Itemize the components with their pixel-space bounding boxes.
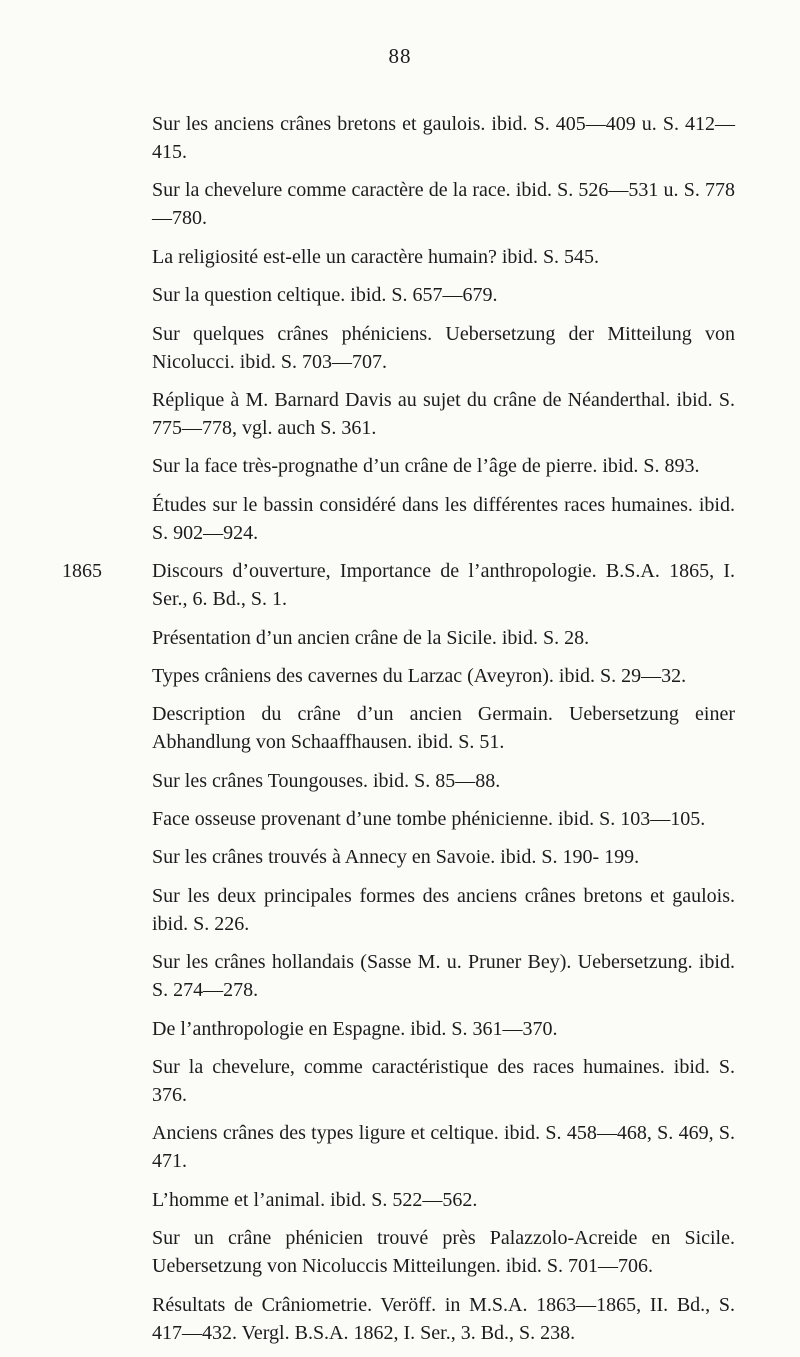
entry-text: Présentation d’un ancien crâne de la Sicile. ibid. S. 28. <box>152 626 590 649</box>
entry-text: L’homme et l’animal. ibid. S. 522—562. <box>152 1188 478 1211</box>
entry-text: Réplique à M. Barnard Davis au sujet du crâne de Néanderthal. ibid. S. 775—778, vgl. auch S. 361. <box>152 388 735 439</box>
entry-text: Face osseuse provenant d’une tombe phénicienne. ibid. S. 103—105. <box>152 808 706 831</box>
bibliography-entry <box>152 1186 735 1214</box>
bibliography-entry <box>152 700 735 756</box>
entry-text: Sur les crânes trouvés à Annecy en Savoie. ibid. S. 190- 199. <box>152 846 640 869</box>
bibliography-entry <box>152 243 735 271</box>
entry-text: Études sur le bassin considéré dans les différentes races humaines. ibid. S. 902—924. <box>152 493 735 544</box>
bibliography-entry <box>152 1291 735 1347</box>
bibliography-entry <box>152 662 735 690</box>
bibliography-entry <box>152 1053 735 1109</box>
bibliography-entry <box>152 110 735 166</box>
entry-text: De l’anthropologie en Espagne. ibid. S. 361—370. <box>152 1017 558 1040</box>
bibliography-list <box>0 110 800 1357</box>
bibliography-entry <box>152 767 735 795</box>
entry-text: Sur les anciens crânes bretons et gaulois. ibid. S. 405—409 u. S. 412—415. <box>152 113 735 163</box>
entry-text: Sur la face très-prognathe d’un crâne de l’âge de pierre. ibid. S. 893. <box>152 455 700 478</box>
bibliography-entry <box>152 491 735 547</box>
entry-text: Sur quelques crânes phéniciens. Uebersetzung der Mitteilung von Nicolucci. ibid. S. 703—707. <box>152 322 735 373</box>
bibliography-entry <box>152 452 735 480</box>
bibliography-entry <box>152 805 735 833</box>
entry-text: Résultats de Crâniometrie. Veröff. in M.S.A. 1863—1865, II. Bd., S. 417—432. Vergl. B.S.A. 1862, I. Ser., 3. Bd., S. 238. <box>152 1293 735 1344</box>
entry-text: Sur un crâne phénicien trouvé près Palazzolo-Acreide en Sicile. Uebersetzung von Nicoluccis Mitteilungen. ibid. S. 701—706. <box>152 1227 735 1278</box>
bibliography-entry <box>152 882 735 938</box>
page-number: 88 <box>388 44 412 68</box>
bibliography-entry <box>152 624 735 652</box>
bibliography-entry <box>152 1224 735 1280</box>
entry-year: 1865 <box>62 560 102 583</box>
bibliography-entry <box>152 281 735 309</box>
bibliography-entry <box>152 1119 735 1175</box>
entry-text: Sur la question celtique. ibid. S. 657—679. <box>152 284 498 307</box>
bibliography-entry <box>152 948 735 1004</box>
bibliography-entry <box>62 557 735 613</box>
bibliography-entry <box>152 843 735 871</box>
bibliography-entry <box>152 1015 735 1043</box>
entry-text: Anciens crânes des types ligure et celtique. ibid. S. 458—468, S. 469, S. 471. <box>152 1122 735 1173</box>
bibliography-entry <box>152 176 735 232</box>
entry-text: Discours d’ouverture, Importance de l’anthropologie. B.S.A. 1865, I. Ser., 6. Bd., S. 1. <box>152 560 735 611</box>
bibliography-entry <box>152 320 735 376</box>
entry-text: Sur les crânes hollandais (Sasse M. u. Pruner Bey). Uebersetzung. ibid. S. 274—278. <box>152 951 735 1002</box>
entry-text: La religiosité est-elle un caractère humain? ibid. S. 545. <box>152 245 600 268</box>
entry-text: Description du crâne d’un ancien Germain. Uebersetzung einer Abhandlung von Schaaffhausen. ibid. S. 51. <box>152 703 735 754</box>
entry-text: Sur les crânes Toungouses. ibid. S. 85—88. <box>152 769 501 792</box>
entry-text: Types crâniens des cavernes du Larzac (Aveyron). ibid. S. 29—32. <box>152 664 687 687</box>
entry-text: Sur la chevelure comme caractère de la race. ibid. S. 526—531 u. S. 778—780. <box>152 179 735 230</box>
entry-text: Sur la chevelure, comme caractéristique des races humaines. ibid. S. 376. <box>152 1056 735 1107</box>
entry-text: Sur les deux principales formes des anciens crânes bretons et gaulois. ibid. S. 226. <box>152 884 735 935</box>
bibliography-entry <box>152 386 735 442</box>
